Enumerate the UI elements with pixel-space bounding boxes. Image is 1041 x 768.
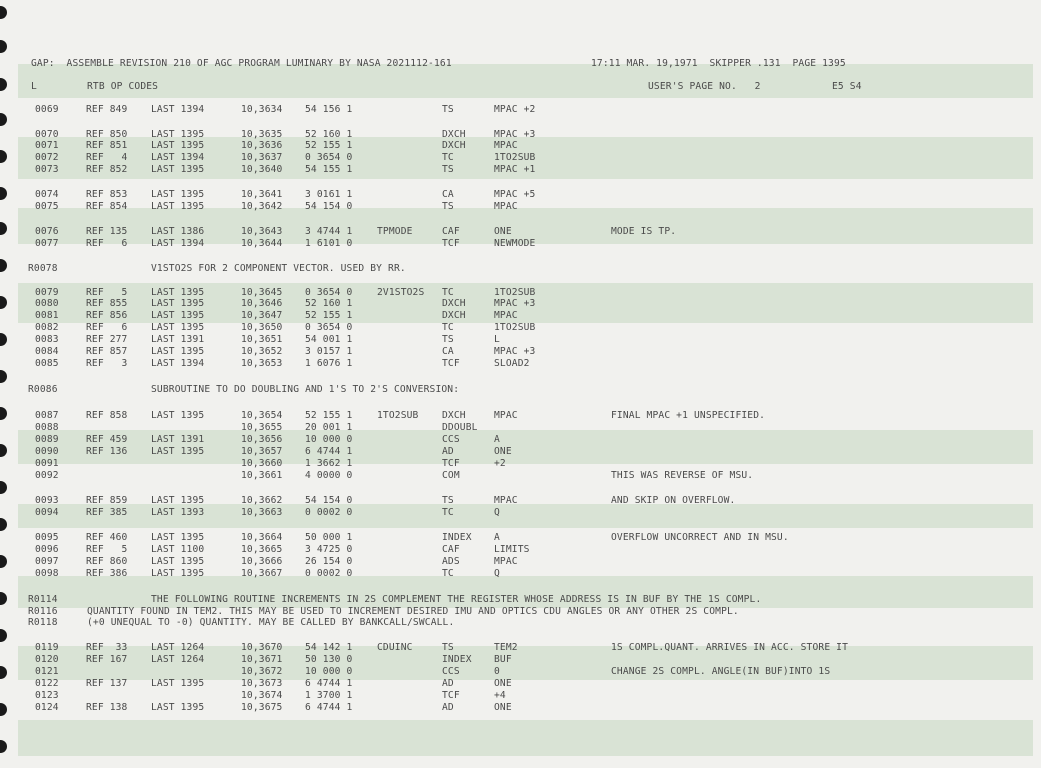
field-word: 1 3662 1 bbox=[305, 458, 353, 469]
field-last: LAST 1395 bbox=[151, 410, 205, 421]
field-ref: REF 852 bbox=[86, 164, 128, 175]
field-loc: 0120 bbox=[35, 654, 59, 665]
field-loc: 0079 bbox=[35, 287, 59, 298]
green-bar bbox=[18, 720, 1033, 756]
field-word: 20 001 1 bbox=[305, 422, 353, 433]
field-ref: REF 857 bbox=[86, 346, 128, 357]
field-operand: 0 bbox=[494, 666, 500, 677]
field-loc: 0073 bbox=[35, 164, 59, 175]
field-addr: 10,3655 bbox=[241, 422, 283, 433]
field-word: 54 001 1 bbox=[305, 334, 353, 345]
field-operand: MPAC bbox=[494, 410, 518, 421]
feed-hole bbox=[0, 333, 7, 346]
field-last: LAST 1394 bbox=[151, 152, 205, 163]
field-last: LAST 1395 bbox=[151, 310, 205, 321]
field-operand: ONE bbox=[494, 702, 512, 713]
field-last: LAST 1395 bbox=[151, 189, 205, 200]
field-operand: MPAC +1 bbox=[494, 164, 536, 175]
field-loc: 0124 bbox=[35, 702, 59, 713]
field-loc: 0080 bbox=[35, 298, 59, 309]
field-ref: REF 5 bbox=[86, 287, 128, 298]
field-ref: REF 859 bbox=[86, 495, 128, 506]
field-word: 1 6101 0 bbox=[305, 238, 353, 249]
field-op: CA bbox=[442, 189, 454, 200]
field-ref: REF 460 bbox=[86, 532, 128, 543]
field-op: TS bbox=[442, 334, 454, 345]
field-word: 54 154 0 bbox=[305, 201, 353, 212]
field-operand: MPAC bbox=[494, 201, 518, 212]
field-comment: MODE IS TP. bbox=[611, 226, 677, 237]
field-addr: 10,3665 bbox=[241, 544, 283, 555]
field-last: LAST 1100 bbox=[151, 544, 205, 555]
field-last: LAST 1395 bbox=[151, 678, 205, 689]
field-operand: SLOAD2 bbox=[494, 358, 530, 369]
field-remark: (+0 UNEQUAL TO -0) QUANTITY. MAY BE CALLED BY BANKCALL/SWCALL. bbox=[87, 617, 455, 628]
field-addr: 10,3653 bbox=[241, 358, 283, 369]
field-last: LAST 1394 bbox=[151, 358, 205, 369]
field-loc: 0082 bbox=[35, 322, 59, 333]
field-loc: 0093 bbox=[35, 495, 59, 506]
feed-hole bbox=[0, 40, 7, 53]
field-loc: 0094 bbox=[35, 507, 59, 518]
field-ref: REF 851 bbox=[86, 140, 128, 151]
field-addr: 10,3656 bbox=[241, 434, 283, 445]
field-comment: CHANGE 2S COMPL. ANGLE(IN BUF)INTO 1S bbox=[611, 666, 831, 677]
field-word: 3 0161 1 bbox=[305, 189, 353, 200]
field-operand: +2 bbox=[494, 458, 506, 469]
field-operand: 1TO2SUB bbox=[494, 287, 536, 298]
field-ref: REF 33 bbox=[86, 642, 128, 653]
field-remark: V1STO2S FOR 2 COMPONENT VECTOR. USED BY RR. bbox=[151, 263, 406, 274]
field-addr: 10,3644 bbox=[241, 238, 283, 249]
field-loc: 0122 bbox=[35, 678, 59, 689]
field-loc: 0083 bbox=[35, 334, 59, 345]
field-last: LAST 1264 bbox=[151, 642, 205, 653]
field-last: LAST 1391 bbox=[151, 434, 205, 445]
field-loc: 0098 bbox=[35, 568, 59, 579]
feed-hole bbox=[0, 444, 7, 457]
field-op: DDOUBL bbox=[442, 422, 478, 433]
field-word: 10 000 0 bbox=[305, 434, 353, 445]
field-comment: 1S COMPL.QUANT. ARRIVES IN ACC. STORE IT bbox=[611, 642, 849, 653]
field-op: TS bbox=[442, 164, 454, 175]
field-last: LAST 1395 bbox=[151, 164, 205, 175]
field-last: LAST 1395 bbox=[151, 287, 205, 298]
field-op: AD bbox=[442, 702, 454, 713]
field-word: 0 3654 0 bbox=[305, 287, 353, 298]
field-op: AD bbox=[442, 678, 454, 689]
field-loc: 0069 bbox=[35, 104, 59, 115]
feed-hole bbox=[0, 259, 7, 272]
field-ref: REF 136 bbox=[86, 446, 128, 457]
field-last: LAST 1393 bbox=[151, 507, 205, 518]
field-loc: 0077 bbox=[35, 238, 59, 249]
field-op: DXCH bbox=[442, 140, 466, 151]
field-operand: 1TO2SUB bbox=[494, 152, 536, 163]
field-remark: QUANTITY FOUND IN TEM2. THIS MAY BE USED TO INCREMENT DESIRED IMU AND OPTICS CDU ANGLES OR ANY OTHER 2S COMPL. bbox=[87, 606, 739, 617]
field-word: 54 154 0 bbox=[305, 495, 353, 506]
field-op: INDEX bbox=[442, 654, 472, 665]
field-operand: MPAC +3 bbox=[494, 346, 536, 357]
field-ref: REF 167 bbox=[86, 654, 128, 665]
field-last: LAST 1395 bbox=[151, 140, 205, 151]
field-operand: MPAC bbox=[494, 556, 518, 567]
field-word: 54 155 1 bbox=[305, 164, 353, 175]
field-addr: 10,3634 bbox=[241, 104, 283, 115]
field-ref: REF 135 bbox=[86, 226, 128, 237]
subheader-title: RTB OP CODES bbox=[87, 81, 159, 92]
field-label: CDUINC bbox=[377, 642, 413, 653]
field-last: LAST 1395 bbox=[151, 446, 205, 457]
header-title: GAP: ASSEMBLE REVISION 210 OF AGC PROGRAM LUMINARY BY NASA 2021112-161 bbox=[31, 58, 452, 69]
field-loc: 0095 bbox=[35, 532, 59, 543]
field-loc: 0081 bbox=[35, 310, 59, 321]
field-loc: 0119 bbox=[35, 642, 59, 653]
field-op: TCF bbox=[442, 358, 460, 369]
field-operand: A bbox=[494, 434, 500, 445]
field-loc: 0090 bbox=[35, 446, 59, 457]
field-operand: MPAC +5 bbox=[494, 189, 536, 200]
field-last: LAST 1394 bbox=[151, 238, 205, 249]
field-op: TCF bbox=[442, 238, 460, 249]
field-operand: MPAC +3 bbox=[494, 298, 536, 309]
field-loc: R0078 bbox=[28, 263, 58, 274]
field-last: LAST 1386 bbox=[151, 226, 205, 237]
field-addr: 10,3651 bbox=[241, 334, 283, 345]
field-ref: REF 3 bbox=[86, 358, 128, 369]
field-op: AD bbox=[442, 446, 454, 457]
field-addr: 10,3646 bbox=[241, 298, 283, 309]
field-addr: 10,3650 bbox=[241, 322, 283, 333]
field-label: 2V1STO2S bbox=[377, 287, 425, 298]
field-word: 3 4744 1 bbox=[305, 226, 353, 237]
field-ref: REF 386 bbox=[86, 568, 128, 579]
field-loc: 0087 bbox=[35, 410, 59, 421]
field-word: 50 130 0 bbox=[305, 654, 353, 665]
field-ref: REF 6 bbox=[86, 238, 128, 249]
field-word: 3 4725 0 bbox=[305, 544, 353, 555]
field-addr: 10,3671 bbox=[241, 654, 283, 665]
field-last: LAST 1394 bbox=[151, 104, 205, 115]
field-comment: AND SKIP ON OVERFLOW. bbox=[611, 495, 736, 506]
field-op: CAF bbox=[442, 226, 460, 237]
field-word: 52 160 1 bbox=[305, 298, 353, 309]
field-loc: 0096 bbox=[35, 544, 59, 555]
field-op: CA bbox=[442, 346, 454, 357]
feed-hole bbox=[0, 555, 7, 568]
field-loc: 0092 bbox=[35, 470, 59, 481]
field-addr: 10,3664 bbox=[241, 532, 283, 543]
field-operand: MPAC +3 bbox=[494, 129, 536, 140]
field-ref: REF 850 bbox=[86, 129, 128, 140]
field-ref: REF 5 bbox=[86, 544, 128, 555]
field-addr: 10,3643 bbox=[241, 226, 283, 237]
header-timestamp: 17:11 MAR. 19,1971 SKIPPER .131 PAGE 1395 bbox=[591, 58, 846, 69]
field-loc: R0118 bbox=[28, 617, 58, 628]
field-op: TC bbox=[442, 568, 454, 579]
field-word: 54 156 1 bbox=[305, 104, 353, 115]
field-ref: REF 860 bbox=[86, 556, 128, 567]
field-last: LAST 1395 bbox=[151, 495, 205, 506]
field-addr: 10,3661 bbox=[241, 470, 283, 481]
field-op: INDEX bbox=[442, 532, 472, 543]
field-op: TC bbox=[442, 507, 454, 518]
field-addr: 10,3635 bbox=[241, 129, 283, 140]
field-word: 4 0000 0 bbox=[305, 470, 353, 481]
field-addr: 10,3645 bbox=[241, 287, 283, 298]
field-op: COM bbox=[442, 470, 460, 481]
field-remark: SUBROUTINE TO DO DOUBLING AND 1'S TO 2'S CONVERSION: bbox=[151, 384, 460, 395]
field-last: LAST 1395 bbox=[151, 568, 205, 579]
field-addr: 10,3642 bbox=[241, 201, 283, 212]
field-ref: REF 277 bbox=[86, 334, 128, 345]
feed-hole bbox=[0, 407, 7, 420]
field-operand: Q bbox=[494, 568, 500, 579]
field-op: TCF bbox=[442, 458, 460, 469]
field-addr: 10,3666 bbox=[241, 556, 283, 567]
feed-hole bbox=[0, 629, 7, 642]
field-ref: REF 4 bbox=[86, 152, 128, 163]
feed-hole bbox=[0, 370, 7, 383]
feed-hole bbox=[0, 481, 7, 494]
field-ref: REF 385 bbox=[86, 507, 128, 518]
feed-hole bbox=[0, 222, 7, 235]
field-last: LAST 1395 bbox=[151, 201, 205, 212]
field-loc: 0072 bbox=[35, 152, 59, 163]
field-word: 52 160 1 bbox=[305, 129, 353, 140]
field-op: TS bbox=[442, 201, 454, 212]
field-op: DXCH bbox=[442, 129, 466, 140]
field-word: 52 155 1 bbox=[305, 310, 353, 321]
field-addr: 10,3675 bbox=[241, 702, 283, 713]
page-subheader bbox=[0, 81, 862, 93]
field-operand: +4 bbox=[494, 690, 506, 701]
field-word: 52 155 1 bbox=[305, 410, 353, 421]
field-ref: REF 849 bbox=[86, 104, 128, 115]
field-op: CCS bbox=[442, 434, 460, 445]
field-word: 0 3654 0 bbox=[305, 322, 353, 333]
field-op: TC bbox=[442, 322, 454, 333]
field-operand: ONE bbox=[494, 446, 512, 457]
field-comment: THIS WAS REVERSE OF MSU. bbox=[611, 470, 754, 481]
field-addr: 10,3640 bbox=[241, 164, 283, 175]
field-addr: 10,3662 bbox=[241, 495, 283, 506]
field-op: DXCH bbox=[442, 410, 466, 421]
field-word: 52 155 1 bbox=[305, 140, 353, 151]
field-word: 26 154 0 bbox=[305, 556, 353, 567]
field-word: 3 0157 1 bbox=[305, 346, 353, 357]
feed-hole bbox=[0, 296, 7, 309]
field-word: 50 000 1 bbox=[305, 532, 353, 543]
field-op: CCS bbox=[442, 666, 460, 677]
field-word: 6 4744 1 bbox=[305, 446, 353, 457]
field-ref: REF 854 bbox=[86, 201, 128, 212]
field-last: LAST 1395 bbox=[151, 532, 205, 543]
field-loc: 0121 bbox=[35, 666, 59, 677]
field-last: LAST 1264 bbox=[151, 654, 205, 665]
field-addr: 10,3657 bbox=[241, 446, 283, 457]
field-operand: MPAC bbox=[494, 495, 518, 506]
field-loc: R0116 bbox=[28, 606, 58, 617]
feed-hole bbox=[0, 592, 7, 605]
field-operand: MPAC bbox=[494, 310, 518, 321]
field-op: DXCH bbox=[442, 298, 466, 309]
field-addr: 10,3667 bbox=[241, 568, 283, 579]
field-word: 0 0002 0 bbox=[305, 568, 353, 579]
field-last: LAST 1391 bbox=[151, 334, 205, 345]
field-comment: OVERFLOW UNCORRECT AND IN MSU. bbox=[611, 532, 789, 543]
field-addr: 10,3672 bbox=[241, 666, 283, 677]
field-remark: THE FOLLOWING ROUTINE INCREMENTS IN 2S COMPLEMENT THE REGISTER WHOSE ADDRESS IS IN BUF BY THE 1S COMPL. bbox=[151, 594, 762, 605]
field-label: TPMODE bbox=[377, 226, 413, 237]
feed-hole bbox=[0, 6, 7, 19]
feed-hole bbox=[0, 666, 7, 679]
feed-hole bbox=[0, 740, 7, 753]
field-op: TC bbox=[442, 152, 454, 163]
field-operand: BUF bbox=[494, 654, 512, 665]
field-loc: 0075 bbox=[35, 201, 59, 212]
field-operand: A bbox=[494, 532, 500, 543]
subheader-code: E5 S4 bbox=[832, 81, 862, 92]
field-addr: 10,3636 bbox=[241, 140, 283, 151]
field-loc: R0114 bbox=[28, 594, 58, 605]
field-loc: 0123 bbox=[35, 690, 59, 701]
field-addr: 10,3654 bbox=[241, 410, 283, 421]
field-word: 1 3700 1 bbox=[305, 690, 353, 701]
field-op: ADS bbox=[442, 556, 460, 567]
field-last: LAST 1395 bbox=[151, 322, 205, 333]
field-operand: MPAC +2 bbox=[494, 104, 536, 115]
field-addr: 10,3670 bbox=[241, 642, 283, 653]
field-loc: 0071 bbox=[35, 140, 59, 151]
field-ref: REF 853 bbox=[86, 189, 128, 200]
field-operand: 1TO2SUB bbox=[494, 322, 536, 333]
field-operand: Q bbox=[494, 507, 500, 518]
field-loc: 0089 bbox=[35, 434, 59, 445]
field-operand: ONE bbox=[494, 226, 512, 237]
field-comment: FINAL MPAC +1 UNSPECIFIED. bbox=[611, 410, 766, 421]
field-word: 0 3654 0 bbox=[305, 152, 353, 163]
field-operand: ONE bbox=[494, 678, 512, 689]
field-last: LAST 1395 bbox=[151, 346, 205, 357]
field-last: LAST 1395 bbox=[151, 556, 205, 567]
field-last: LAST 1395 bbox=[151, 298, 205, 309]
field-ref: REF 6 bbox=[86, 322, 128, 333]
field-ref: REF 855 bbox=[86, 298, 128, 309]
field-operand: LIMITS bbox=[494, 544, 530, 555]
field-operand: MPAC bbox=[494, 140, 518, 151]
feed-hole bbox=[0, 703, 7, 716]
field-loc: 0091 bbox=[35, 458, 59, 469]
field-ref: REF 459 bbox=[86, 434, 128, 445]
field-loc: 0076 bbox=[35, 226, 59, 237]
field-label: 1TO2SUB bbox=[377, 410, 419, 421]
field-last: LAST 1395 bbox=[151, 129, 205, 140]
field-addr: 10,3652 bbox=[241, 346, 283, 357]
field-addr: 10,3663 bbox=[241, 507, 283, 518]
field-loc: 0084 bbox=[35, 346, 59, 357]
field-op: TS bbox=[442, 495, 454, 506]
field-op: DXCH bbox=[442, 310, 466, 321]
field-op: TS bbox=[442, 104, 454, 115]
field-ref: REF 858 bbox=[86, 410, 128, 421]
field-word: 6 4744 1 bbox=[305, 702, 353, 713]
field-op: TCF bbox=[442, 690, 460, 701]
field-addr: 10,3673 bbox=[241, 678, 283, 689]
field-op: TC bbox=[442, 287, 454, 298]
field-word: 0 0002 0 bbox=[305, 507, 353, 518]
field-addr: 10,3647 bbox=[241, 310, 283, 321]
field-operand: TEM2 bbox=[494, 642, 518, 653]
field-word: 54 142 1 bbox=[305, 642, 353, 653]
field-word: 6 4744 1 bbox=[305, 678, 353, 689]
field-loc: 0088 bbox=[35, 422, 59, 433]
field-word: 10 000 0 bbox=[305, 666, 353, 677]
field-ref: REF 856 bbox=[86, 310, 128, 321]
field-operand: NEWMODE bbox=[494, 238, 536, 249]
field-op: TS bbox=[442, 642, 454, 653]
field-ref: REF 137 bbox=[86, 678, 128, 689]
subheader-l: L bbox=[31, 81, 37, 92]
field-operand: L bbox=[494, 334, 500, 345]
field-addr: 10,3637 bbox=[241, 152, 283, 163]
field-word: 1 6076 1 bbox=[305, 358, 353, 369]
field-addr: 10,3641 bbox=[241, 189, 283, 200]
field-op: CAF bbox=[442, 544, 460, 555]
feed-hole bbox=[0, 518, 7, 531]
field-loc: 0074 bbox=[35, 189, 59, 200]
feed-hole bbox=[0, 187, 7, 200]
page-header bbox=[0, 58, 846, 70]
field-addr: 10,3660 bbox=[241, 458, 283, 469]
field-loc: 0070 bbox=[35, 129, 59, 140]
field-loc: 0085 bbox=[35, 358, 59, 369]
field-loc: 0097 bbox=[35, 556, 59, 567]
subheader-user-page: USER'S PAGE NO. 2 bbox=[648, 81, 761, 92]
field-ref: REF 138 bbox=[86, 702, 128, 713]
field-addr: 10,3674 bbox=[241, 690, 283, 701]
field-last: LAST 1395 bbox=[151, 702, 205, 713]
field-loc: R0086 bbox=[28, 384, 58, 395]
